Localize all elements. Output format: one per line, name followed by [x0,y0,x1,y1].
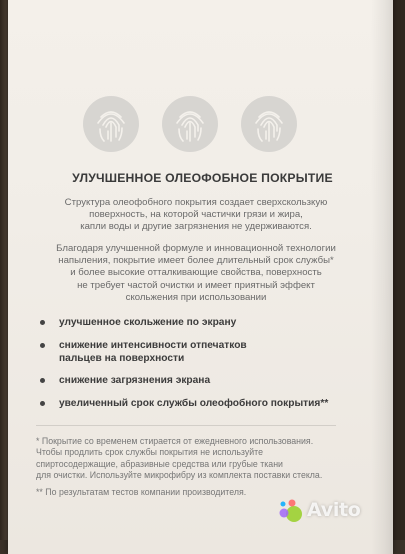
description-paragraph-2 [36,243,356,304]
footnote-line: Чтобы продлить срок службы покрытия не используйте [36,447,264,458]
fingerprint-icon [240,95,298,153]
paragraph-line: поверхность, на которой частички грязи и жира, [89,209,303,221]
description-paragraph-1 [36,197,356,234]
bullet-dot [40,343,45,348]
footnote-2: ** По результатам тестов компании производителя. [36,487,247,497]
fingerprint-icon [82,95,140,153]
feature-text-line: снижение интенсивности отпечатков [59,340,247,351]
footnote-line: для очистки. Используйте микрофибру из комплекта поставки стекла. [36,469,323,480]
feature-text-line: пальцев на поверхности [59,353,185,364]
paragraph-line: напыления, покрытие имеет более длительный срок службы* [58,255,334,267]
card-edge-shadow [371,0,393,554]
fingerprint-icon-svg [240,95,298,153]
page-title: УЛУЧШЕННОЕ ОЛЕОФОБНОЕ ПОКРЫТИЕ [72,171,333,185]
fingerprint-row [0,95,405,155]
paragraph-line: не требует частой очистки и имеет приятный эффект [77,279,315,291]
feature-text [59,339,247,365]
paragraph-line: Структура олеофобного покрытия создает сверхскользкую [64,197,328,208]
paragraph-line: скольжения при использовании [125,291,267,303]
avito-watermark-text: Avito [307,499,361,521]
feature-text: увеличенный срок службы олеофобного покрытия** [59,398,329,409]
footnote-divider [36,425,336,426]
footnote-line: * Покрытие со временем стирается от ежедневного использования. [36,436,314,446]
bullet-dot [40,320,45,325]
fingerprint-icon [161,95,219,153]
avito-watermark [277,496,387,526]
fingerprint-icon-svg [161,95,219,153]
footnote-1 [36,436,366,481]
footnote-line: спиртосодержащие, абразивные средства или грубые ткани [36,458,283,469]
bullet-dot [40,401,45,406]
bullet-dot [40,378,45,383]
avito-logo-icon [277,498,303,524]
paragraph-line: капли воды и другие загрязнения не удерживаются. [80,221,312,233]
feature-text: улучшенное скольжение по экрану [59,317,237,328]
feature-text: снижение загрязнения экрана [59,375,211,386]
fingerprint-icon-svg [82,95,140,153]
paragraph-line: Благодаря улучшенной формуле и инновационной технологии [56,243,336,254]
paragraph-line: и более высокие отталкивающие свойства, поверхность [70,267,322,279]
